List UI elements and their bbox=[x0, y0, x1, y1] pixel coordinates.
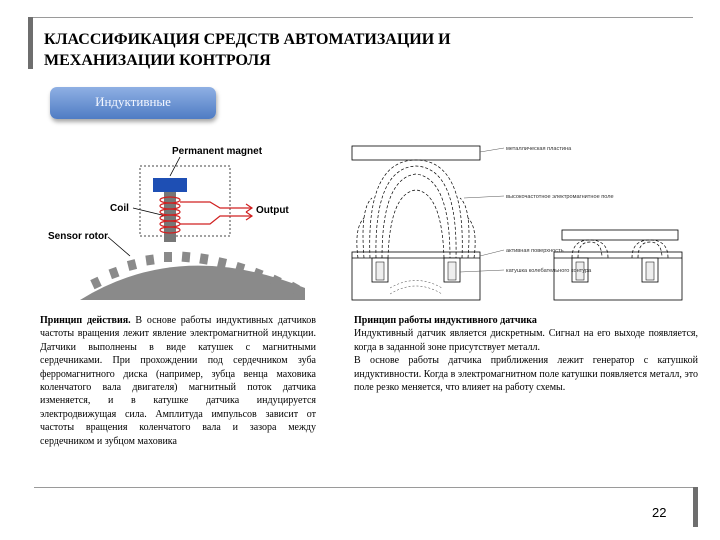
sensor-core bbox=[164, 192, 176, 242]
title-line-1: КЛАССИФИКАЦИЯ СРЕДСТВ АВТОМАТИЗАЦИИ И bbox=[44, 31, 451, 48]
title-line-2: МЕХАНИЗАЦИИ КОНТРОЛЯ bbox=[44, 52, 271, 69]
left-heading: Принцип действия. bbox=[40, 315, 131, 326]
coil-contour-label: катушка колебательного контура bbox=[506, 268, 592, 274]
right-line-2: В основе работы датчика приближения лежит генератор с катушкой индуктивности. Когда в электромагнитном поле катушки появляется металл, это поле резко меняется, что влияет на работу схемы. bbox=[354, 355, 698, 394]
right-line-1: Индуктивный датчик является дискретным. Сигнал на его выходе появляется, когда в заданной зоне присутствует металл. bbox=[354, 328, 698, 353]
frame-top-line bbox=[28, 17, 693, 18]
category-badge: Индуктивные bbox=[50, 87, 216, 119]
field-label: высокочастотное электромагнитное поле bbox=[506, 194, 614, 200]
page-number: 22 bbox=[652, 505, 667, 520]
inductive-proximity-figure bbox=[346, 138, 686, 308]
plate-label: металлическая пластина bbox=[506, 146, 572, 152]
frame-left-bar bbox=[28, 17, 33, 69]
frame-bottom-line bbox=[34, 487, 698, 488]
left-description bbox=[40, 314, 316, 448]
field-lines-left bbox=[357, 160, 475, 258]
rotor-label: Sensor rotor bbox=[48, 231, 109, 242]
right-description bbox=[354, 314, 698, 394]
left-body: В основе работы индуктивных датчиков частоты вращения лежит явление электромагнитной индукции. Датчики выполнены в виде катушек с магнитными сердечниками. При прохождении под сердечником зуба ферромагнитного диска (например, зубца венца маховика коленчатого вала двигателя) магнитный поток датчика изменяется, и в катушке датчика индуцируется электродвижущая сила. Амплитуда импульсов зависит от частоты вращения коленчатого вала и зазора между сердечником и зубцом маховика bbox=[40, 315, 316, 447]
inductive-speed-sensor-figure bbox=[40, 138, 310, 300]
field-lines-right bbox=[572, 240, 668, 258]
right-heading: Принцип работы индуктивного датчика bbox=[354, 315, 537, 326]
permanent-magnet bbox=[153, 178, 187, 192]
coil-label: Coil bbox=[110, 203, 129, 214]
magnet-label: Permanent magnet bbox=[172, 146, 263, 157]
metal-plate bbox=[352, 146, 480, 160]
output-label: Output bbox=[256, 205, 289, 216]
active-surface-label: активная поверхность bbox=[506, 248, 564, 254]
frame-right-bar bbox=[693, 487, 698, 527]
slide-title bbox=[44, 29, 604, 71]
